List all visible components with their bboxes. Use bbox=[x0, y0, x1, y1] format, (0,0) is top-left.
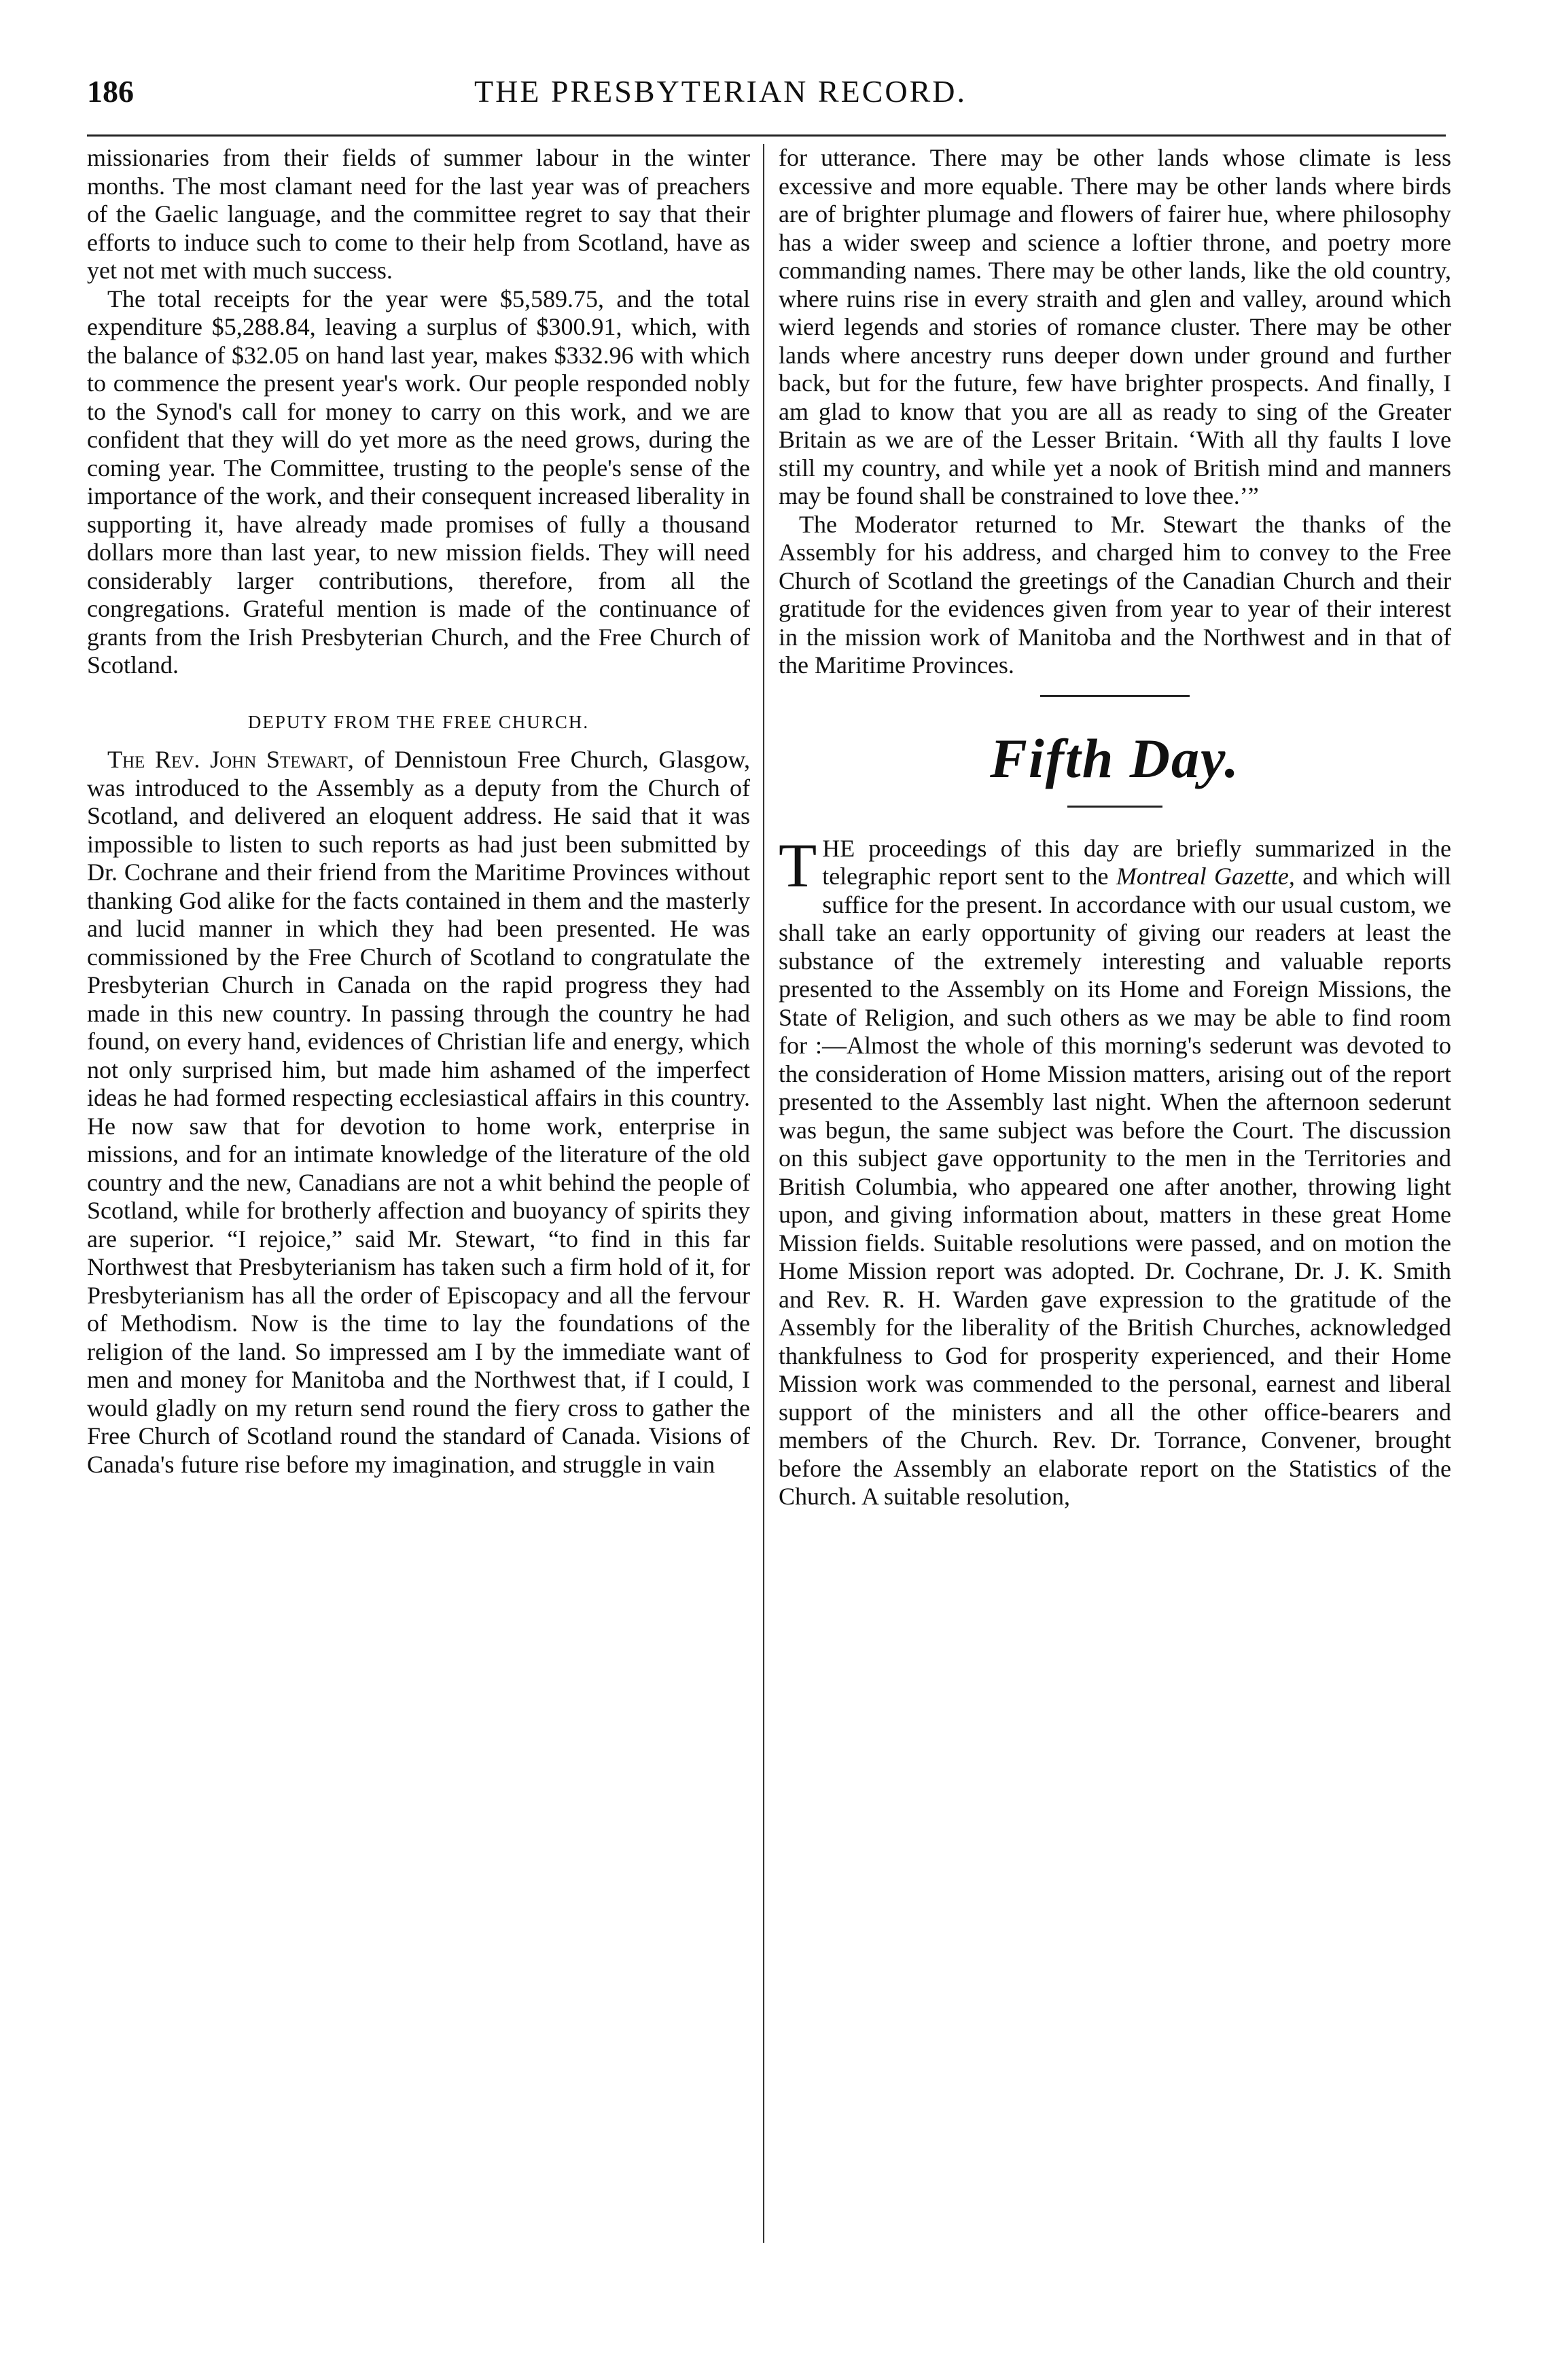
heading-rule bbox=[1067, 806, 1162, 808]
right-paragraph-3 bbox=[779, 830, 1452, 1511]
page-header bbox=[87, 68, 1446, 115]
fifth-day-heading: Fifth Day. bbox=[990, 727, 1240, 789]
right-column bbox=[779, 144, 1451, 1511]
page-number: 186 bbox=[87, 74, 134, 109]
newspaper-name: Montreal Gazette, bbox=[1116, 863, 1295, 890]
left-paragraph-2: The total receipts for the year were $5,589.75, and the total expenditure $5,288.84, leaving a surplus of $300.91, which, with the balance of $32.05 on hand last year, makes $332.96 with which to commence the present year's work. Our people responded nobly to the Synod's call for money to carry on this work, and we are confident that they will do yet more as the need grows, during the coming year. The Committee, trusting to the people's sense of the importance of the work, and their consequent increased liberality in supporting it, have already made promises of fully a thousand dollars more than last year, to new mission fields. They will need considerably larger contributions, therefore, from all the congregations. Grateful mention is made of the continuance of grants from the Irish Presbyterian Church, and the Free Church of Scotland. bbox=[87, 285, 750, 679]
right-paragraph-3-rest: and which will suffice for the present. In accordance with our usual custom, we shall take an early opportunity of giving our readers at least the substance of the extremely interesting and valuable reports presented to the Assembly on its Home and Foreign Missions, the State of Religion, and such others as we may be able to find room for :—Almost the whole of this morning's sederunt was devoted to the consideration of Home Mission matters, arising out of the report presented to the Assembly last night. When the afternoon sederunt was begun, the same subject was before the Court. The discussion on this subject gave opportunity to the men in the Territories and British Columbia, who appeared one after another, throwing light upon, and giving information about, matters in these great Home Mission fields. Suitable resolutions were passed, and on motion the Home Mission report was adopted. Dr. Cochrane, Dr. J. K. Smith and Rev. R. H. Warden gave expression to the gratitude of the Assembly for the liberality of the British Churches, acknowledged thankfulness to God for prosperity experienced, and their Home Mission work was commended to the personal, earnest and liberal support of the ministers and all the other office-bearers and members of the Church. Rev. Dr. Torrance, Convener, brought before the Assembly an elaborate report on the Statistics of the Church. A suitable resolution, bbox=[779, 863, 1452, 1510]
section-heading-deputy: DEPUTY FROM THE FREE CHURCH. bbox=[247, 711, 590, 732]
left-paragraph-3-body: of Dennistoun Free Church, Glasgow, was introduced to the Assembly as a deputy from the Church of Scotland, and delivered an eloquent address. He said that it was impossible to listen to such reports as had just been submitted by Dr. Cochrane and their friend from the Maritime Provinces without thanking God alike for the facts contained in them and the masterly and lucid manner in which they had been presented. He was commissioned by the Free Church of Scotland to congratulate the Presbyterian Church in Canada on the rapid progress they had made in this new country. In passing through the country he had found, on every hand, evidences of Christian life and energy, which not only surprised him, but made him ashamed of the imperfect ideas he had formed respecting ecclesiastical affairs in this country. He now saw that for devotion to home work, enterprise in missions, and for an intimate knowledge of the literature of the old country and the new, Canadians are not a whit behind the people of Scotland, while for brotherly affection and buoyancy of spirits they are superior. “I rejoice,” said Mr. Stewart, “to find in this far Northwest that Presbyterianism has taken such a firm hold of it, for Presbyterianism has all the order of Episcopacy and all the fervour of Methodism. Now is the time to lay the foundations of the religion of the land. So impressed am I by the immediate want of men and money for Manitoba and the Northwest that, if I could, I would gladly on my return send round the fiery cross to gather the Free Church of Scotland round the standard of Canada. Visions of Canada's future rise before my imagination, and struggle in vain bbox=[87, 746, 750, 1478]
right-paragraph-1: for utterance. There may be other lands whose climate is less excessive and more equable. There may be other lands where birds are of brighter plumage and flowers of fairer hue, where philosophy has a wider sweep and science a loftier throne, and poetry more commanding names. There may be other lands, like the old country, where ruins rise in every straith and glen and valley, around which wierd legends and stories of romance cluster. There may be other lands where ancestry runs deeper down under ground and further back, but for the future, few have brighter prospects. And finally, I am glad to know that you are all as ready to sing of the Greater Britain as we are of the Lesser Britain. ‘With all thy faults I love still my country, and while yet a nook of British mind and manners may be found shall be constrained to love thee.’” bbox=[779, 144, 1451, 509]
right-paragraph-2: The Moderator returned to Mr. Stewart the thanks of the Assembly for his address, and charged him to convey to the Free Church of Scotland the greetings of the Canadian Church and their gratitude for the evidences given from year to year of their interest in the mission work of Manitoba and the Northwest and in that of the Maritime Provinces. bbox=[779, 510, 1451, 679]
drop-cap-letter: T bbox=[779, 830, 817, 900]
header-rule bbox=[87, 134, 1446, 137]
left-paragraph-3 bbox=[87, 746, 750, 1479]
column-divider bbox=[763, 144, 764, 2243]
journal-title: THE PRESBYTERIAN RECORD. bbox=[474, 74, 967, 109]
left-column bbox=[87, 144, 750, 1479]
right-paragraph-3-start: HE proceedings of this day are briefly summarized in the telegraphic report sent to the bbox=[822, 834, 1451, 890]
section-end-rule bbox=[1040, 695, 1190, 697]
speaker-name: The Rev. John Stewart, bbox=[107, 746, 354, 773]
left-paragraph-1: missionaries from their fields of summer labour in the winter months. The most clamant need for the last year was of preachers of the Gaelic language, and the committee regret to say that their efforts to induce such to come to their help from Scotland, have as yet not met with much success. bbox=[87, 144, 750, 284]
